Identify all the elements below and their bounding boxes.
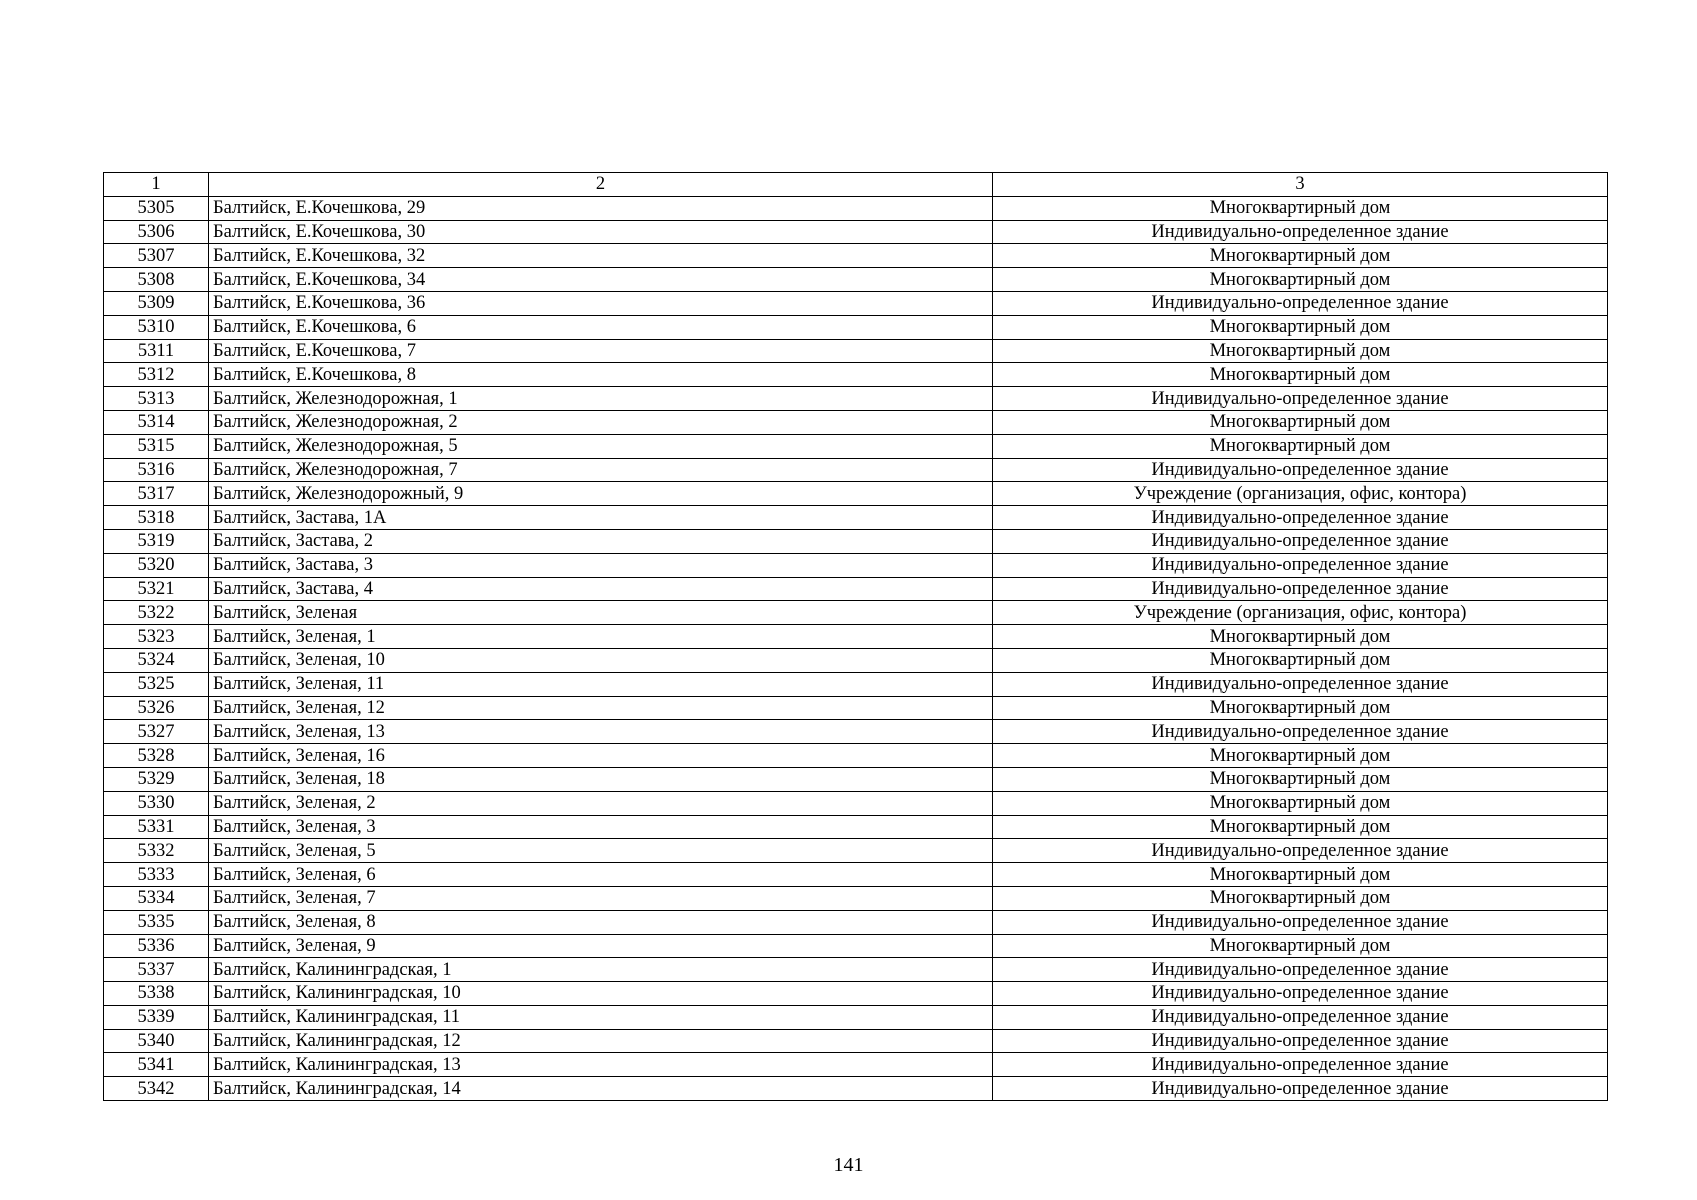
building-type-cell: Многоквартирный дом	[993, 767, 1608, 791]
column-number-2: 2	[209, 173, 993, 197]
address-cell: Балтийск, Железнодорожная, 5	[209, 434, 993, 458]
table-row	[104, 506, 1608, 530]
building-type-cell: Многоквартирный дом	[993, 315, 1608, 339]
table-row	[104, 196, 1608, 220]
table-row	[104, 672, 1608, 696]
building-type-cell: Многоквартирный дом	[993, 815, 1608, 839]
building-type-cell: Индивидуально-определенное здание	[993, 553, 1608, 577]
row-number-cell: 5336	[104, 934, 209, 958]
row-number-cell: 5342	[104, 1077, 209, 1101]
building-type-cell: Индивидуально-определенное здание	[993, 458, 1608, 482]
table-row	[104, 1077, 1608, 1101]
building-type-cell: Индивидуально-определенное здание	[993, 839, 1608, 863]
address-cell: Балтийск, Железнодорожный, 9	[209, 482, 993, 506]
table-row	[104, 982, 1608, 1006]
address-cell: Балтийск, Железнодорожная, 2	[209, 410, 993, 434]
row-number-cell: 5317	[104, 482, 209, 506]
building-type-cell: Индивидуально-определенное здание	[993, 506, 1608, 530]
address-cell: Балтийск, Зеленая, 16	[209, 744, 993, 768]
address-cell: Балтийск, Зеленая, 7	[209, 886, 993, 910]
building-type-cell: Многоквартирный дом	[993, 410, 1608, 434]
address-cell: Балтийск, Е.Кочешкова, 32	[209, 244, 993, 268]
row-number-cell: 5321	[104, 577, 209, 601]
table-row	[104, 863, 1608, 887]
row-number-cell: 5306	[104, 220, 209, 244]
page-number: 141	[833, 1154, 864, 1176]
row-number-cell: 5305	[104, 196, 209, 220]
address-cell: Балтийск, Е.Кочешкова, 7	[209, 339, 993, 363]
row-number-cell: 5313	[104, 387, 209, 411]
table-row	[104, 339, 1608, 363]
address-cell: Балтийск, Железнодорожная, 7	[209, 458, 993, 482]
row-number-cell: 5326	[104, 696, 209, 720]
row-number-cell: 5338	[104, 982, 209, 1006]
row-number-cell: 5316	[104, 458, 209, 482]
building-type-cell: Индивидуально-определенное здание	[993, 220, 1608, 244]
address-cell: Балтийск, Зеленая, 13	[209, 720, 993, 744]
table-row	[104, 268, 1608, 292]
table-row	[104, 291, 1608, 315]
table-row	[104, 244, 1608, 268]
building-type-cell: Индивидуально-определенное здание	[993, 577, 1608, 601]
building-type-cell: Индивидуально-определенное здание	[993, 1053, 1608, 1077]
address-cell: Балтийск, Калининградская, 10	[209, 982, 993, 1006]
building-type-cell: Индивидуально-определенное здание	[993, 720, 1608, 744]
table-row	[104, 220, 1608, 244]
table-row	[104, 410, 1608, 434]
address-cell: Балтийск, Е.Кочешкова, 6	[209, 315, 993, 339]
address-cell: Балтийск, Е.Кочешкова, 36	[209, 291, 993, 315]
address-cell: Балтийск, Застава, 1А	[209, 506, 993, 530]
building-type-cell: Индивидуально-определенное здание	[993, 672, 1608, 696]
row-number-cell: 5325	[104, 672, 209, 696]
row-number-cell: 5339	[104, 1005, 209, 1029]
row-number-cell: 5310	[104, 315, 209, 339]
row-number-cell: 5323	[104, 625, 209, 649]
address-cell: Балтийск, Зеленая, 3	[209, 815, 993, 839]
address-cell: Балтийск, Калининградская, 14	[209, 1077, 993, 1101]
table-row	[104, 315, 1608, 339]
address-cell: Балтийск, Калининградская, 1	[209, 958, 993, 982]
address-table	[103, 172, 1608, 1101]
row-number-cell: 5334	[104, 886, 209, 910]
table-row	[104, 625, 1608, 649]
building-type-cell: Учреждение (организация, офис, контора)	[993, 601, 1608, 625]
address-cell: Балтийск, Зеленая, 1	[209, 625, 993, 649]
building-type-cell: Многоквартирный дом	[993, 863, 1608, 887]
address-cell: Балтийск, Застава, 4	[209, 577, 993, 601]
row-number-cell: 5307	[104, 244, 209, 268]
address-cell: Балтийск, Застава, 3	[209, 553, 993, 577]
table-row	[104, 1053, 1608, 1077]
table-row	[104, 958, 1608, 982]
table-row	[104, 910, 1608, 934]
building-type-cell: Индивидуально-определенное здание	[993, 958, 1608, 982]
address-cell: Балтийск, Калининградская, 11	[209, 1005, 993, 1029]
row-number-cell: 5332	[104, 839, 209, 863]
column-number-3: 3	[993, 173, 1608, 197]
row-number-cell: 5330	[104, 791, 209, 815]
address-cell: Балтийск, Е.Кочешкова, 29	[209, 196, 993, 220]
row-number-cell: 5322	[104, 601, 209, 625]
table-row	[104, 767, 1608, 791]
row-number-cell: 5308	[104, 268, 209, 292]
building-type-cell: Многоквартирный дом	[993, 625, 1608, 649]
table-row	[104, 720, 1608, 744]
address-table-body	[104, 173, 1608, 1101]
building-type-cell: Учреждение (организация, офис, контора)	[993, 482, 1608, 506]
building-type-cell: Многоквартирный дом	[993, 648, 1608, 672]
row-number-cell: 5327	[104, 720, 209, 744]
table-row	[104, 482, 1608, 506]
address-cell: Балтийск, Зеленая, 10	[209, 648, 993, 672]
building-type-cell: Многоквартирный дом	[993, 696, 1608, 720]
row-number-cell: 5331	[104, 815, 209, 839]
address-cell: Балтийск, Калининградская, 12	[209, 1029, 993, 1053]
building-type-cell: Многоквартирный дом	[993, 363, 1608, 387]
table-row	[104, 839, 1608, 863]
address-cell: Балтийск, Калининградская, 13	[209, 1053, 993, 1077]
table-row	[104, 696, 1608, 720]
table-row	[104, 934, 1608, 958]
row-number-cell: 5315	[104, 434, 209, 458]
column-number-1: 1	[104, 173, 209, 197]
row-number-cell: 5320	[104, 553, 209, 577]
address-cell: Балтийск, Застава, 2	[209, 529, 993, 553]
table-row	[104, 529, 1608, 553]
address-cell: Балтийск, Зеленая, 6	[209, 863, 993, 887]
table-row	[104, 1029, 1608, 1053]
row-number-cell: 5324	[104, 648, 209, 672]
address-cell: Балтийск, Е.Кочешкова, 8	[209, 363, 993, 387]
row-number-cell: 5333	[104, 863, 209, 887]
table-header-row	[104, 173, 1608, 197]
building-type-cell: Индивидуально-определенное здание	[993, 1005, 1608, 1029]
building-type-cell: Многоквартирный дом	[993, 886, 1608, 910]
row-number-cell: 5318	[104, 506, 209, 530]
row-number-cell: 5328	[104, 744, 209, 768]
row-number-cell: 5314	[104, 410, 209, 434]
building-type-cell: Индивидуально-определенное здание	[993, 1077, 1608, 1101]
address-cell: Балтийск, Зеленая, 18	[209, 767, 993, 791]
building-type-cell: Индивидуально-определенное здание	[993, 387, 1608, 411]
table-row	[104, 1005, 1608, 1029]
address-cell: Балтийск, Зеленая, 9	[209, 934, 993, 958]
address-cell: Балтийск, Зеленая, 11	[209, 672, 993, 696]
address-cell: Балтийск, Е.Кочешкова, 34	[209, 268, 993, 292]
table-row	[104, 434, 1608, 458]
table-row	[104, 553, 1608, 577]
address-cell: Балтийск, Е.Кочешкова, 30	[209, 220, 993, 244]
building-type-cell: Многоквартирный дом	[993, 744, 1608, 768]
address-cell: Балтийск, Зеленая	[209, 601, 993, 625]
building-type-cell: Индивидуально-определенное здание	[993, 1029, 1608, 1053]
row-number-cell: 5319	[104, 529, 209, 553]
table-row	[104, 363, 1608, 387]
row-number-cell: 5341	[104, 1053, 209, 1077]
row-number-cell: 5335	[104, 910, 209, 934]
table-row	[104, 744, 1608, 768]
table-row	[104, 387, 1608, 411]
building-type-cell: Многоквартирный дом	[993, 268, 1608, 292]
building-type-cell: Индивидуально-определенное здание	[993, 982, 1608, 1006]
table-row	[104, 577, 1608, 601]
row-number-cell: 5337	[104, 958, 209, 982]
table-row	[104, 601, 1608, 625]
building-type-cell: Многоквартирный дом	[993, 434, 1608, 458]
table-row	[104, 648, 1608, 672]
address-cell: Балтийск, Железнодорожная, 1	[209, 387, 993, 411]
address-cell: Балтийск, Зеленая, 2	[209, 791, 993, 815]
row-number-cell: 5312	[104, 363, 209, 387]
building-type-cell: Многоквартирный дом	[993, 791, 1608, 815]
building-type-cell: Многоквартирный дом	[993, 339, 1608, 363]
table-row	[104, 458, 1608, 482]
table-row	[104, 886, 1608, 910]
row-number-cell: 5311	[104, 339, 209, 363]
address-cell: Балтийск, Зеленая, 12	[209, 696, 993, 720]
table-row	[104, 791, 1608, 815]
table-row	[104, 815, 1608, 839]
row-number-cell: 5329	[104, 767, 209, 791]
building-type-cell: Индивидуально-определенное здание	[993, 291, 1608, 315]
address-cell: Балтийск, Зеленая, 8	[209, 910, 993, 934]
building-type-cell: Индивидуально-определенное здание	[993, 529, 1608, 553]
row-number-cell: 5309	[104, 291, 209, 315]
building-type-cell: Индивидуально-определенное здание	[993, 910, 1608, 934]
address-cell: Балтийск, Зеленая, 5	[209, 839, 993, 863]
building-type-cell: Многоквартирный дом	[993, 934, 1608, 958]
building-type-cell: Многоквартирный дом	[993, 196, 1608, 220]
row-number-cell: 5340	[104, 1029, 209, 1053]
building-type-cell: Многоквартирный дом	[993, 244, 1608, 268]
